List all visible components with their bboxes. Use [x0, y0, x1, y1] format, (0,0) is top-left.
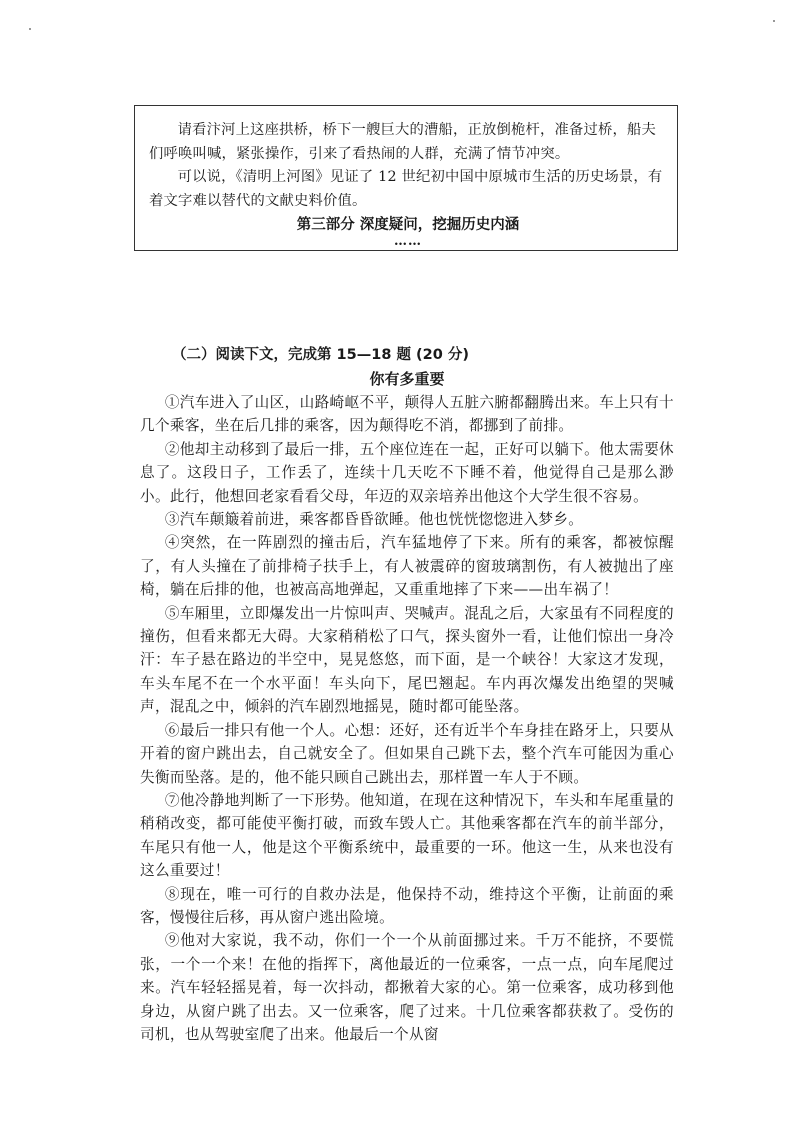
article-paragraph: ⑥最后一排只有他一个人。心想：还好，还有近半个车身挂在路牙上，只要从开着的窗户跳出去，自己就安全了。但如果自己跳下去，整个汽车可能因为重心失衡而坠落。是的，他不能只顾自己跳出去，那样置一车人于不顾。	[140, 721, 674, 786]
reading-section	[140, 343, 674, 1046]
quoted-excerpt-box	[134, 105, 678, 251]
article-paragraph: ⑤车厢里，立即爆发出一片惊叫声、哭喊声。混乱之后，大家虽有不同程度的撞伤，但看来都无大碍。大家稍稍松了口气，探头窗外一看，让他们惊出一身冷汗：车子悬在路边的半空中，晃晃悠悠，而下面，是一个峡谷！大家这才发现，车头车尾不在一个水平面！车头向下，尾巴翘起。车内再次爆发出绝望的哭喊声，混乱之中，倾斜的汽车剧烈地摇晃，随时都可能坠落。	[140, 604, 674, 716]
article-paragraph: ②他却主动移到了最后一排，五个座位连在一起，正好可以躺下。他太需要休息了。这段日子，工作丢了，连续十几天吃不下睡不着，他觉得自己是那么渺小。此行，他想回老家看看父母，年迈的双亲培养出他这个大学生很不容易。	[140, 440, 674, 505]
question-instruction: （二）阅读下文，完成第 15—18 题 (20 分)	[172, 347, 469, 363]
scan-speck	[29, 28, 31, 30]
scan-speck	[773, 20, 775, 22]
ellipsis: ……	[394, 234, 422, 249]
article-title: 你有多重要	[369, 370, 445, 388]
excerpt-paragraph: 请看汴河上这座拱桥，桥下一艘巨大的漕船，正放倒桅杆，准备过桥，船夫们呼唤叫喊，紧张操作，引来了看热闹的人群，充满了情节冲突。	[149, 122, 656, 162]
article-paragraph: ①汽车进入了山区，山路崎岖不平，颠得人五脏六腑都翻腾出来。车上只有十几个乘客，坐在后几排的乘客，因为颠得吃不消，都挪到了前排。	[140, 394, 674, 435]
part-three-heading: 第三部分 深度疑问，挖掘历史内涵	[296, 216, 520, 233]
article-paragraph: ④突然，在一阵剧烈的撞击后，汽车猛地停了下来。所有的乘客，都被惊醒了，有人头撞在了前排椅子扶手上，有人被震碎的窗玻璃割伤，有人被抛出了座椅，躺在后排的他，也被高高地弹起，又重重地摔了下来——出车祸了！	[140, 534, 674, 599]
article-paragraph: ③汽车颠簸着前进，乘客都昏昏欲睡。他也恍恍惚惚进入梦乡。	[164, 511, 584, 529]
article-paragraph: ⑨他对大家说，我不动，你们一个一个从前面挪过来。千万不能挤，不要慌张，一个一个来！在他的指挥下，离他最近的一位乘客，一点一点，向车尾爬过来。汽车轻轻摇晃着，每一次抖动，都揪着大家的心。第一位乘客，成功移到他身边，从窗户跳了出去。又一位乘客，爬了过来。十几位乘客都获救了。受伤的司机，也从驾驶室爬了出来。他最后一个从窗	[140, 932, 674, 1043]
excerpt-paragraph: 可以说，《清明上河图》见证了 12 世纪初中国中原城市生活的历史场景，有着文字难以替代的文献史料价值。	[149, 169, 663, 209]
article-paragraph: ⑧现在，唯一可行的自救办法是，他保持不动，维持这个平衡，让前面的乘客，慢慢往后移，再从窗户逃出险境。	[140, 885, 674, 926]
article-paragraph: ⑦他冷静地判断了一下形势。他知道，在现在这种情况下，车头和车尾重量的稍稍改变，都可能使平衡打破，而致车毁人亡。其他乘客都在汽车的前半部分，车尾只有他一人，他是这个平衡系统中，最重要的一环。他这一生，从来也没有这么重要过！	[140, 791, 674, 880]
